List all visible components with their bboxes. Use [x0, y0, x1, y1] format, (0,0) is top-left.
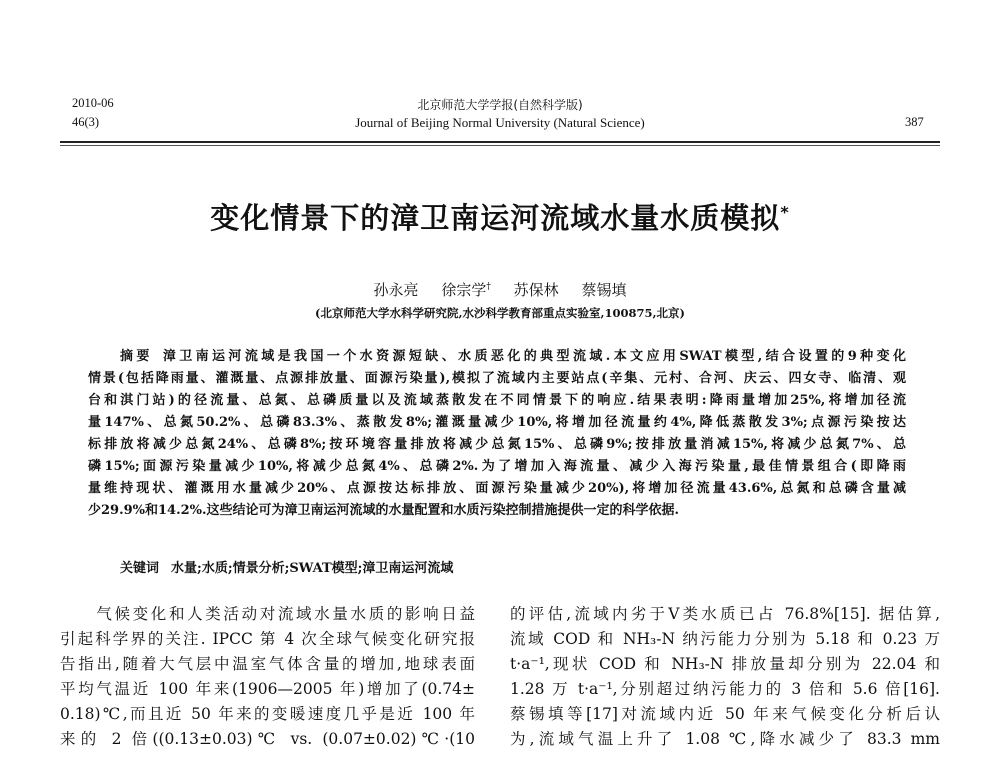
- issue-date: 2010-06: [72, 96, 114, 110]
- abstract-line: 标排放将减少总氮24%、总磷8%;按环境容量排放将减少总氮15%、总磷9%;按排放量消减15%,将减少总氮7%、总: [88, 437, 906, 452]
- title-footnote-mark: *: [780, 202, 790, 222]
- keywords-label: 关键词: [120, 561, 160, 576]
- author: [514, 281, 559, 299]
- abstract-line: 磷15%;面源污染量减少10%,将减少总氮4%、总磷2%.为了增加入海流量、减少入海污染量,最佳情景组合(即降雨: [88, 459, 906, 474]
- body-line: 引起科学界的关注. IPCC 第 4 次全球气候变化研究报: [60, 630, 475, 648]
- journal-name-en: Journal of Beijing Normal University (Natural Science): [355, 115, 645, 130]
- body-line: 蔡锡填等[17]对流域内近 50 年来气候变化分析后认: [510, 705, 940, 723]
- body-line: 平均气温近 100 年来(1906—2005 年)增加了(0.74±: [60, 680, 475, 698]
- body-line: 气候变化和人类活动对流域水量水质的影响日益: [60, 605, 475, 623]
- header-rule-thin: [60, 145, 940, 146]
- author-name: 孙永亮: [373, 281, 419, 299]
- body-line: 0.18)℃,而且近 50 年来的变暖速度几乎是近 100 年: [60, 705, 475, 723]
- abstract-line: 量维持现状、灌溉用水量减少20%、点源按达标排放、面源污染量减少20%),将增加径流量43.6%,总氮和总磷含量减: [88, 481, 906, 496]
- corresponding-mark: †: [486, 282, 491, 292]
- keywords: [120, 557, 453, 576]
- author: [441, 281, 491, 299]
- affiliation: (北京师范大学水科学研究院,水沙科学教育部重点实验室,100875,北京): [315, 306, 685, 320]
- author-name: 蔡锡填: [581, 281, 627, 299]
- header-rule: [60, 141, 940, 143]
- journal-name-cn: 北京师范大学学报(自然科学版): [417, 98, 583, 112]
- author-name: 苏保林: [513, 281, 559, 299]
- title-text: 变化情景下的漳卫南运河流域水量水质模拟: [210, 201, 781, 235]
- abstract-line: 情景(包括降雨量、灌溉量、点源排放量、面源污染量),模拟了流域内主要站点(辛集、元村、合河、庆云、四女寺、临清、观: [88, 371, 906, 386]
- author-name: 徐宗学: [441, 281, 487, 299]
- author: [581, 281, 626, 299]
- paper-title: [0, 196, 1000, 237]
- author-list: [0, 279, 1000, 300]
- keywords-text: 水量;水质;情景分析;SWAT模型;漳卫南运河流域: [171, 561, 454, 576]
- abstract-text: 漳卫南运河流域是我国一个水资源短缺、水质恶化的典型流域.本文应用SWAT模型,结合设置的9种变化: [162, 349, 906, 364]
- abstract-line: [120, 349, 906, 365]
- abstract-label: 摘要: [120, 349, 153, 364]
- volume-issue: 46(3): [72, 115, 100, 129]
- author: [374, 281, 419, 299]
- abstract-line: 量147%、总氮50.2%、总磷83.3%、蒸散发8%;灌溉量减少10%,将增加径流量约4%,降低蒸散发3%;点源污染按达: [88, 415, 906, 430]
- body-line: t·a⁻¹,现状 COD 和 NH₃-N 排放量却分别为 22.04 和: [510, 655, 940, 673]
- body-line: 的评估,流域内劣于V类水质已占 76.8%[15]. 据估算,: [510, 605, 940, 623]
- abstract-line: 台和淇门站)的径流量、总氮、总磷质量以及流域蒸散发在不同情景下的响应.结果表明:降雨量增加25%,将增加径流: [88, 393, 906, 408]
- body-line: 1.28 万 t·a⁻¹,分别超过纳污能力的 3 倍和 5.6 倍[16].: [510, 680, 940, 698]
- abstract-line: 少29.9%和14.2%.这些结论可为漳卫南运河流域的水量配置和水质污染控制措施提供一定的科学依据.: [88, 503, 680, 518]
- body-line: 告指出,随着大气层中温室气体含量的增加,地球表面: [60, 655, 475, 673]
- body-line: 来的 2 倍((0.13±0.03)℃ vs. (0.07±0.02)℃·(10: [60, 730, 475, 748]
- page-number: 387: [905, 115, 924, 129]
- body-line: 为,流域气温上升了 1.08 ℃,降水减少了 83.3 mm: [510, 730, 940, 748]
- body-line: 流域 COD 和 NH₃-N 纳污能力分别为 5.18 和 0.23 万: [510, 630, 940, 648]
